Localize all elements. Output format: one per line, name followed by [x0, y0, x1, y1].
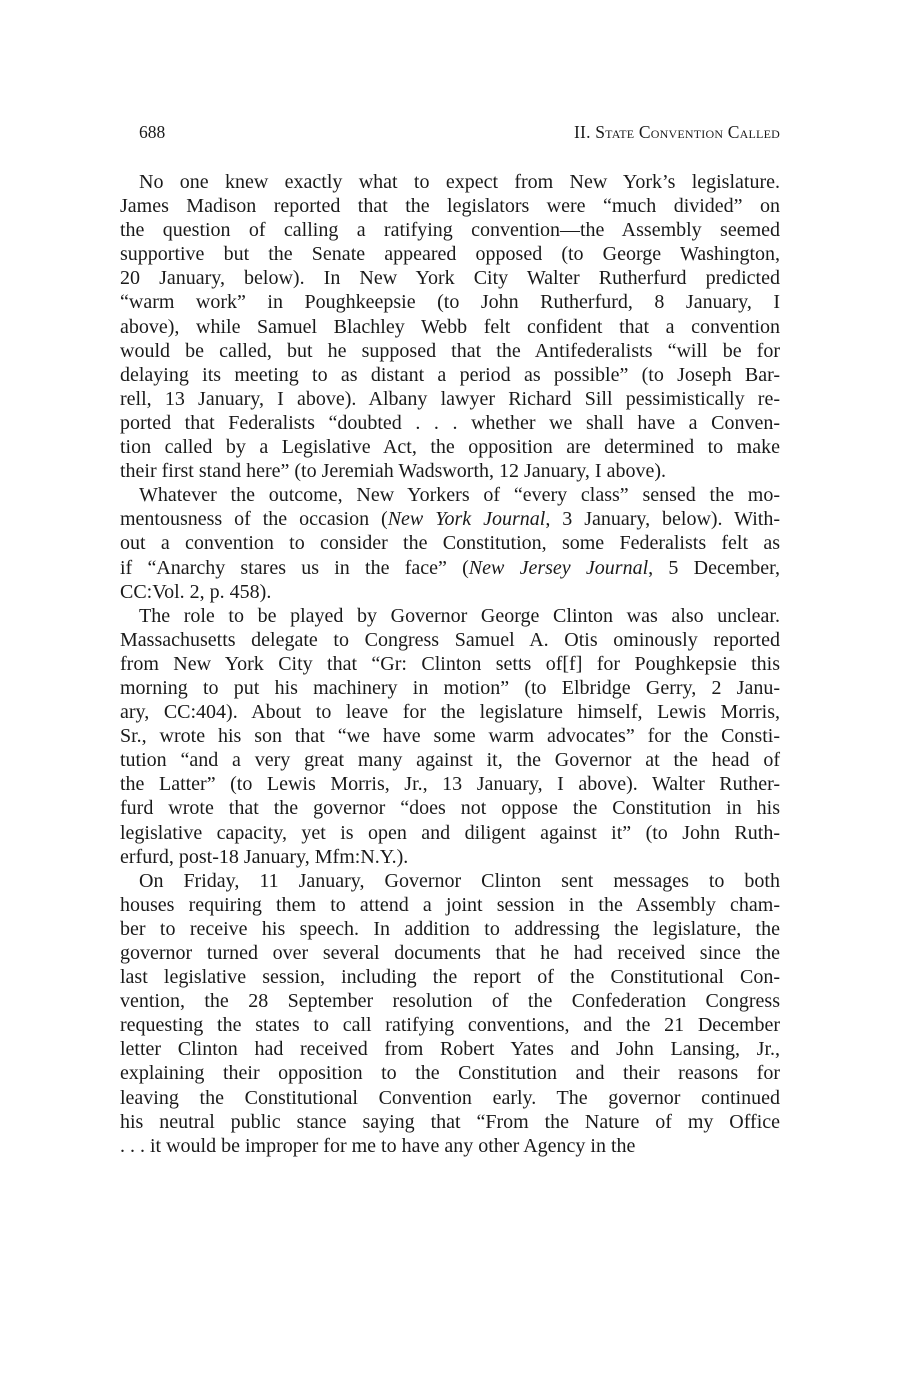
text-line: tion called by a Legislative Act, the opposition are determined to make — [120, 436, 780, 459]
text-line: out a convention to consider the Constitution, some Federalists felt as — [120, 532, 780, 555]
text-line: mentousness of the occasion (New York Journal, 3 January, below). With- — [120, 508, 780, 531]
text-line: his neutral public stance saying that “From the Nature of my Office — [120, 1110, 780, 1133]
text-line: governor turned over several documents that he had received since the — [120, 942, 780, 964]
text-line: the question of calling a ratifying convention—the Assembly seemed — [120, 219, 780, 242]
text-line: Massachusetts delegate to Congress Samuel A. Otis ominously reported — [120, 628, 780, 651]
text-line: On Friday, 11 January, Governor Clinton sent messages to both — [139, 869, 780, 892]
text-line: Sr., wrote his son that “we have some warm advocates” for the Consti- — [120, 725, 780, 748]
text-line: . . . it would be improper for me to have any other Agency in the — [120, 1134, 636, 1157]
text-line: erfurd, post-18 January, Mfm:N.Y.). — [120, 845, 409, 868]
text-line: rell, 13 January, I above). Albany lawyer Richard Sill pessimistically re- — [120, 387, 780, 410]
text-line: the Latter” (to Lewis Morris, Jr., 13 January, I above). Walter Ruther- — [120, 773, 780, 796]
text-line: from New York City that “Gr: Clinton setts of[f] for Poughkepsie this — [120, 652, 780, 675]
text-line: their first stand here” (to Jeremiah Wadsworth, 12 January, I above). — [120, 460, 666, 483]
text-line: morning to put his machinery in motion” (to Elbridge Gerry, 2 Janu- — [120, 676, 780, 699]
text-line: No one knew exactly what to expect from New York’s legislature. — [139, 171, 780, 193]
text-line: CC:Vol. 2, p. 458). — [120, 580, 272, 603]
text-line: ary, CC:404). About to leave for the legislature himself, Lewis Morris, — [120, 701, 780, 724]
text-line: tution “and a very great many against it, the Governor at the head of — [120, 749, 780, 772]
text-line: above), while Samuel Blachley Webb felt confident that a convention — [120, 315, 780, 338]
page-number: 688 — [139, 122, 166, 142]
paragraph — [120, 483, 780, 603]
text-line: delaying its meeting to as distant a period as possible” (to Joseph Bar- — [120, 363, 780, 386]
text-line: houses requiring them to attend a joint session in the Assembly cham- — [120, 893, 780, 916]
section-title: II. State Convention Called — [574, 122, 780, 142]
text-line: ported that Federalists “doubted . . . whether we shall have a Conven- — [120, 411, 780, 434]
body-text — [120, 170, 780, 1158]
text-line: The role to be played by Governor George Clinton was also unclear. — [139, 604, 780, 627]
text-line: letter Clinton had received from Robert Yates and John Lansing, Jr., — [120, 1038, 780, 1061]
text-line: furd wrote that the governor “does not oppose the Constitution in his — [120, 797, 780, 820]
text-line: vention, the 28 September resolution of the Confederation Congress — [120, 990, 780, 1013]
running-head — [139, 122, 780, 150]
book-page — [120, 122, 780, 1158]
text-line: James Madison reported that the legislators were “much divided” on — [120, 195, 780, 218]
text-line: would be called, but he supposed that the Antifederalists “will be for — [120, 339, 780, 362]
text-line: explaining their opposition to the Constitution and their reasons for — [120, 1062, 780, 1085]
paragraph — [120, 869, 780, 1158]
text-line: if “Anarchy stares us in the face” (New Jersey Journal, 5 December, — [120, 556, 780, 579]
text-line: Whatever the outcome, New Yorkers of “every class” sensed the mo- — [139, 484, 780, 507]
paragraph — [120, 170, 780, 483]
text-line: ber to receive his speech. In addition to addressing the legislature, the — [120, 917, 780, 940]
text-line: legislative capacity, yet is open and diligent against it” (to John Ruth- — [120, 821, 780, 844]
text-line: leaving the Constitutional Convention early. The governor continued — [120, 1086, 780, 1109]
paragraph — [120, 604, 780, 869]
text-line: last legislative session, including the report of the Constitutional Con- — [120, 966, 780, 989]
text-line: “warm work” in Poughkeepsie (to John Rutherfurd, 8 January, I — [120, 291, 780, 314]
text-line: requesting the states to call ratifying conventions, and the 21 December — [120, 1014, 780, 1037]
text-line: 20 January, below). In New York City Walter Rutherfurd predicted — [120, 267, 780, 290]
text-line: supportive but the Senate appeared opposed (to George Washington, — [120, 243, 780, 266]
